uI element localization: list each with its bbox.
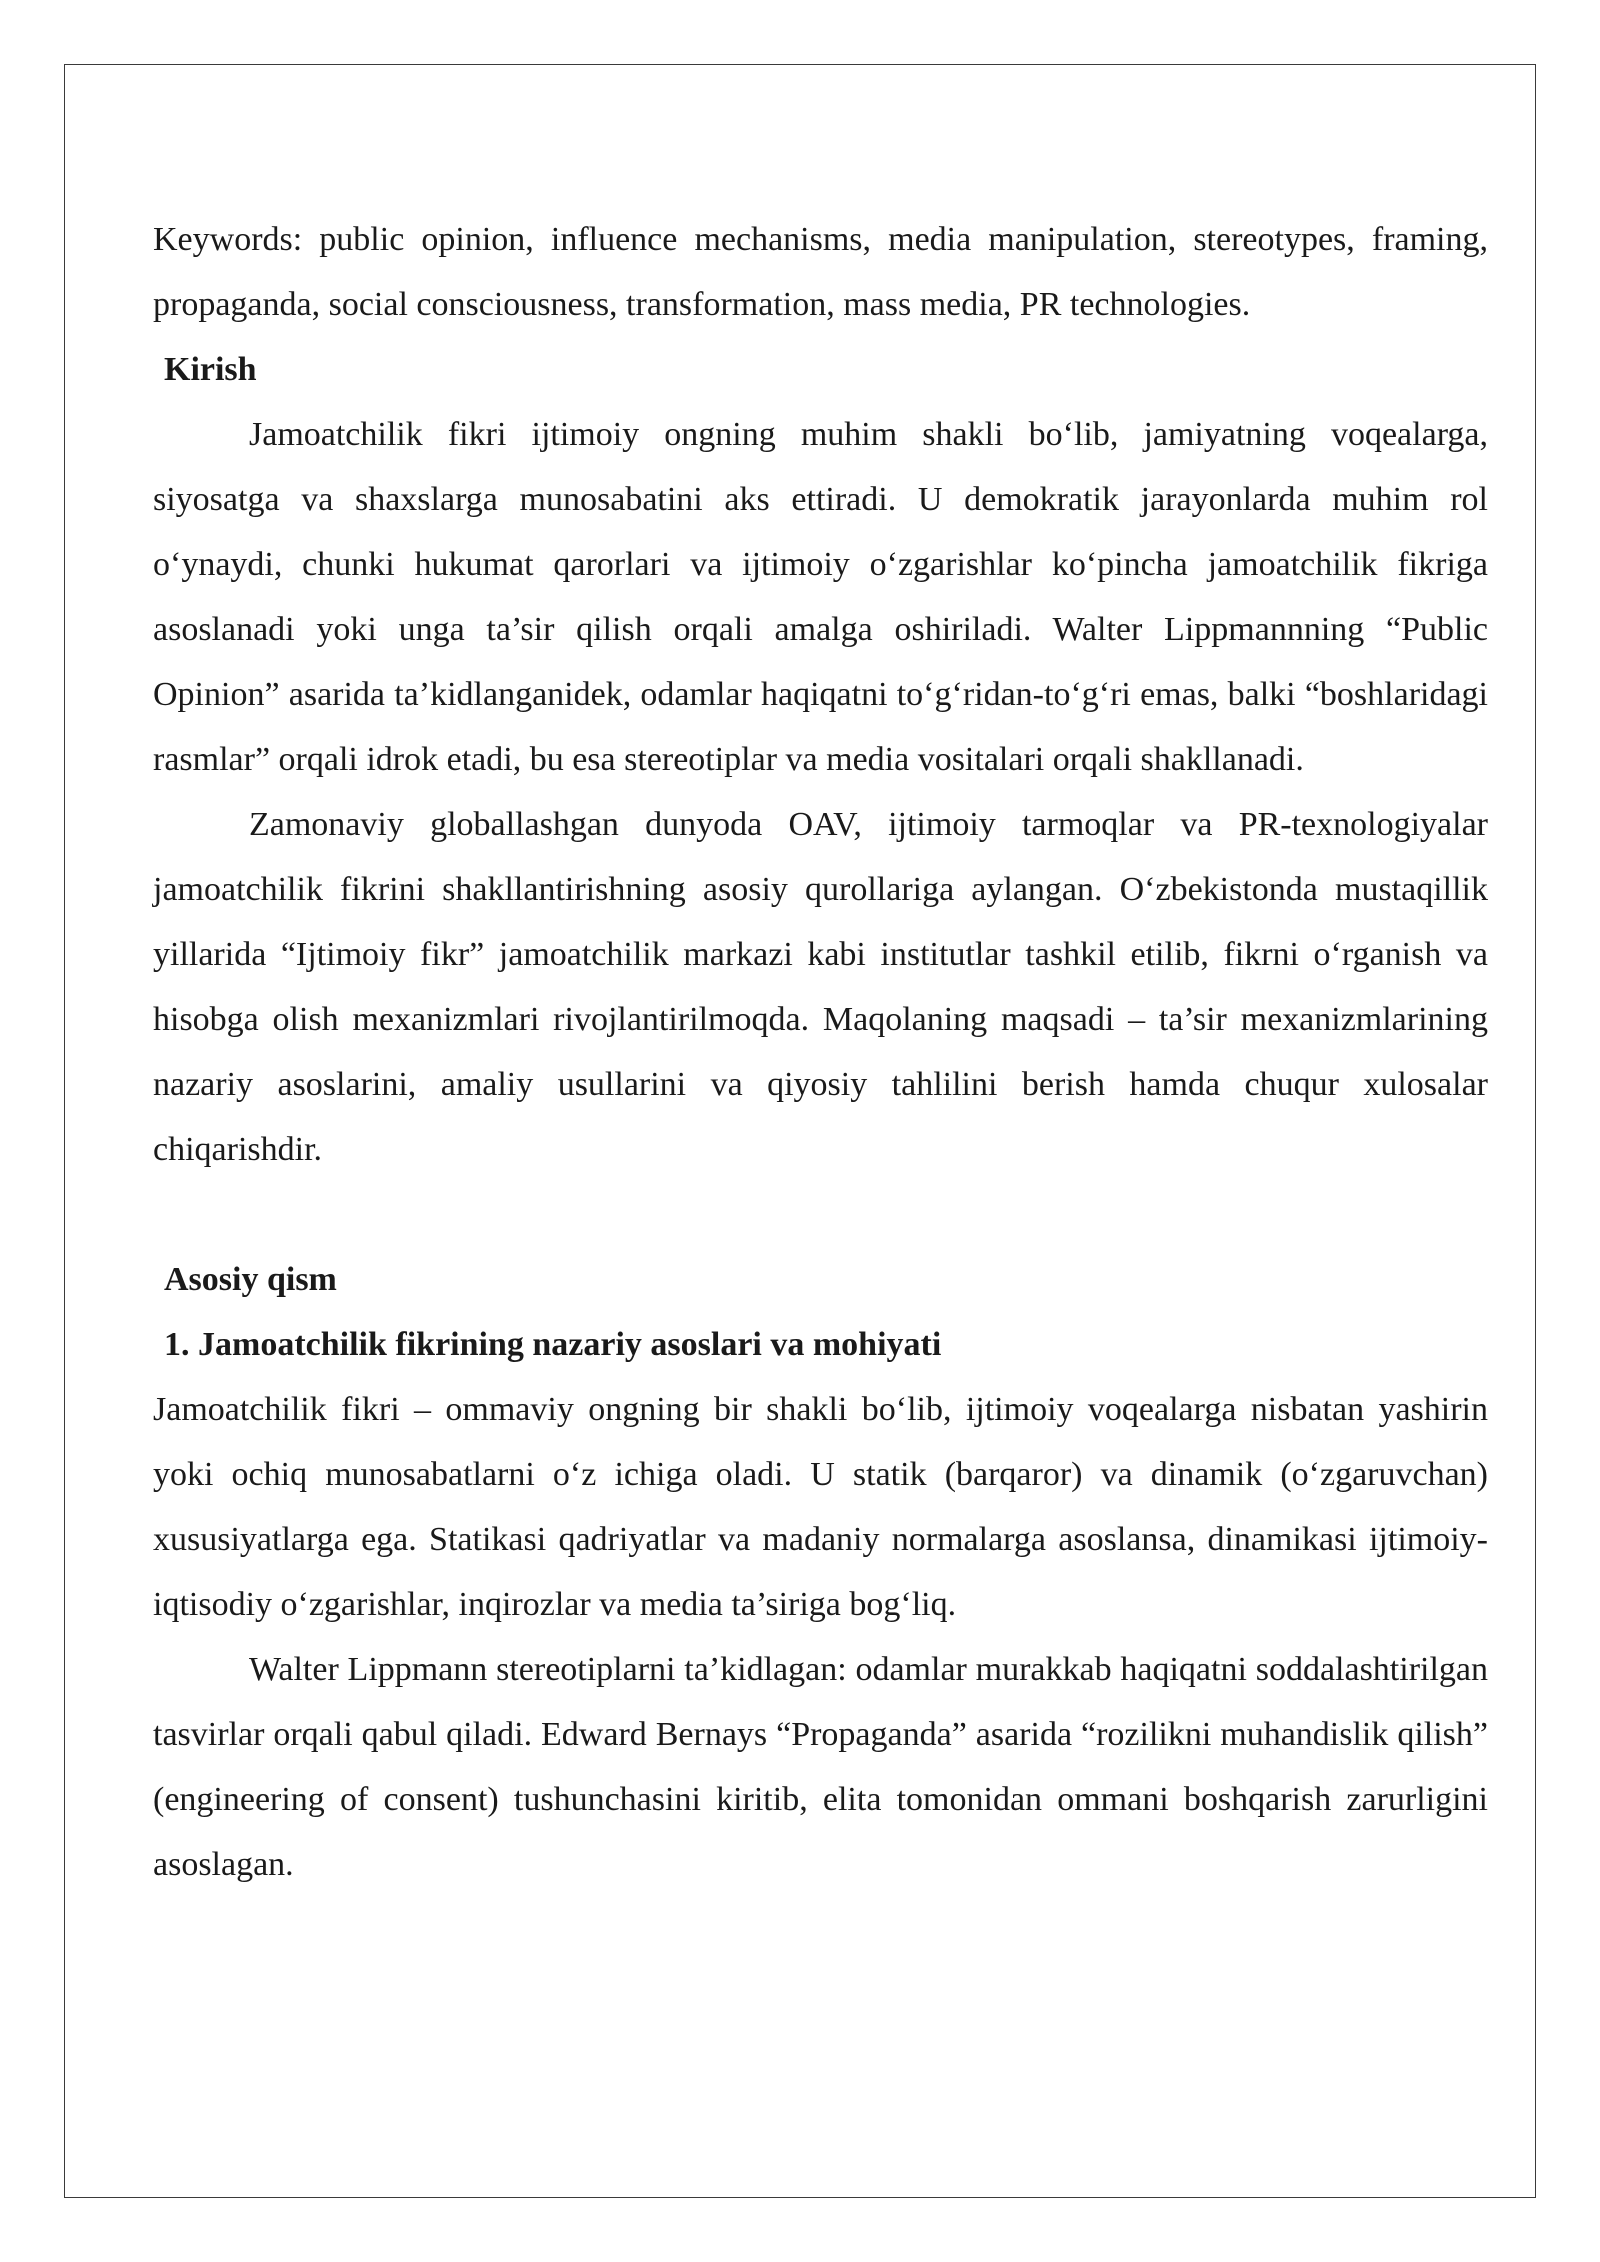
section-1-paragraph-1: Jamoatchilik fikri – ommaviy ongning bir shakli bo‘lib, ijtimoiy voqealarga nisbatan yashirin yoki ochiq munosabatlarni o‘z ichiga oladi. U statik (barqaror) va dinamik (o‘zgaruvchan) xususiyatlarga ega. Statikasi qadriyatlar va madaniy normalarga asoslansa, dinamikasi ijtimoiy-iqtisodiy o‘zgarishlar, inqirozlar va media ta’siriga bog‘liq. — [153, 1391, 1488, 1623]
intro-paragraph-1: Jamoatchilik fikri ijtimoiy ongning muhim shakli bo‘lib, jamiyatning voqealarga, siyosatga va shaxslarga munosabatini aks ettiradi. U demokratik jarayonlarda muhim rol o‘ynaydi, chunki hukumat qarorlari va ijtimoiy o‘zgarishlar ko‘pincha jamoatchilik fikriga asoslanadi yoki unga ta’sir qilish orqali amalga oshiriladi. Walter Lippmannning “Public Opinion” asarida ta’kidlanganidek, odamlar haqiqatni to‘g‘ridan-to‘g‘ri emas, balki “boshlaridagi rasmlar” orqali idrok etadi, bu esa stereotiplar va media vositalari orqali shakllanadi. — [153, 416, 1488, 778]
section-1-paragraph-2: Walter Lippmann stereotiplarni ta’kidlagan: odamlar murakkab haqiqatni soddalashtirilgan tasvirlar orqali qabul qiladi. Edward Bernays “Propaganda” asarida “rozilikni muhandislik qilish” (engineering of consent) tushunchasini kiritib, elita tomonidan ommani boshqarish zarurligini asoslagan. — [153, 1651, 1488, 1883]
section-1-title: 1. Jamoatchilik fikrining nazariy asoslari va mohiyati — [164, 1326, 942, 1363]
intro-heading: Kirish — [164, 351, 257, 388]
document-body — [153, 207, 1488, 1897]
intro-paragraph-2: Zamonaviy globallashgan dunyoda OAV, ijtimoiy tarmoqlar va PR-texnologiyalar jamoatchilik fikrini shakllantirishning asosiy qurollariga aylangan. O‘zbekistonda mustaqillik yillarida “Ijtimoiy fikr” jamoatchilik markazi kabi institutlar tashkil etilib, fikrni o‘rganish va hisobga olish mexanizmlari rivojlantirilmoqda. Maqolaning maqsadi – ta’sir mexanizmlarining nazariy asoslarini, amaliy usullarini va qiyosiy tahlilini berish hamda chuqur xulosalar chiqarishdir. — [153, 806, 1488, 1168]
main-heading: Asosiy qism — [164, 1261, 337, 1298]
section-spacer — [153, 1182, 1488, 1247]
keywords-paragraph: Keywords: public opinion, influence mechanisms, media manipulation, stereotypes, framing, propaganda, social consciousness, transformation, mass media, PR technologies. — [153, 221, 1488, 323]
